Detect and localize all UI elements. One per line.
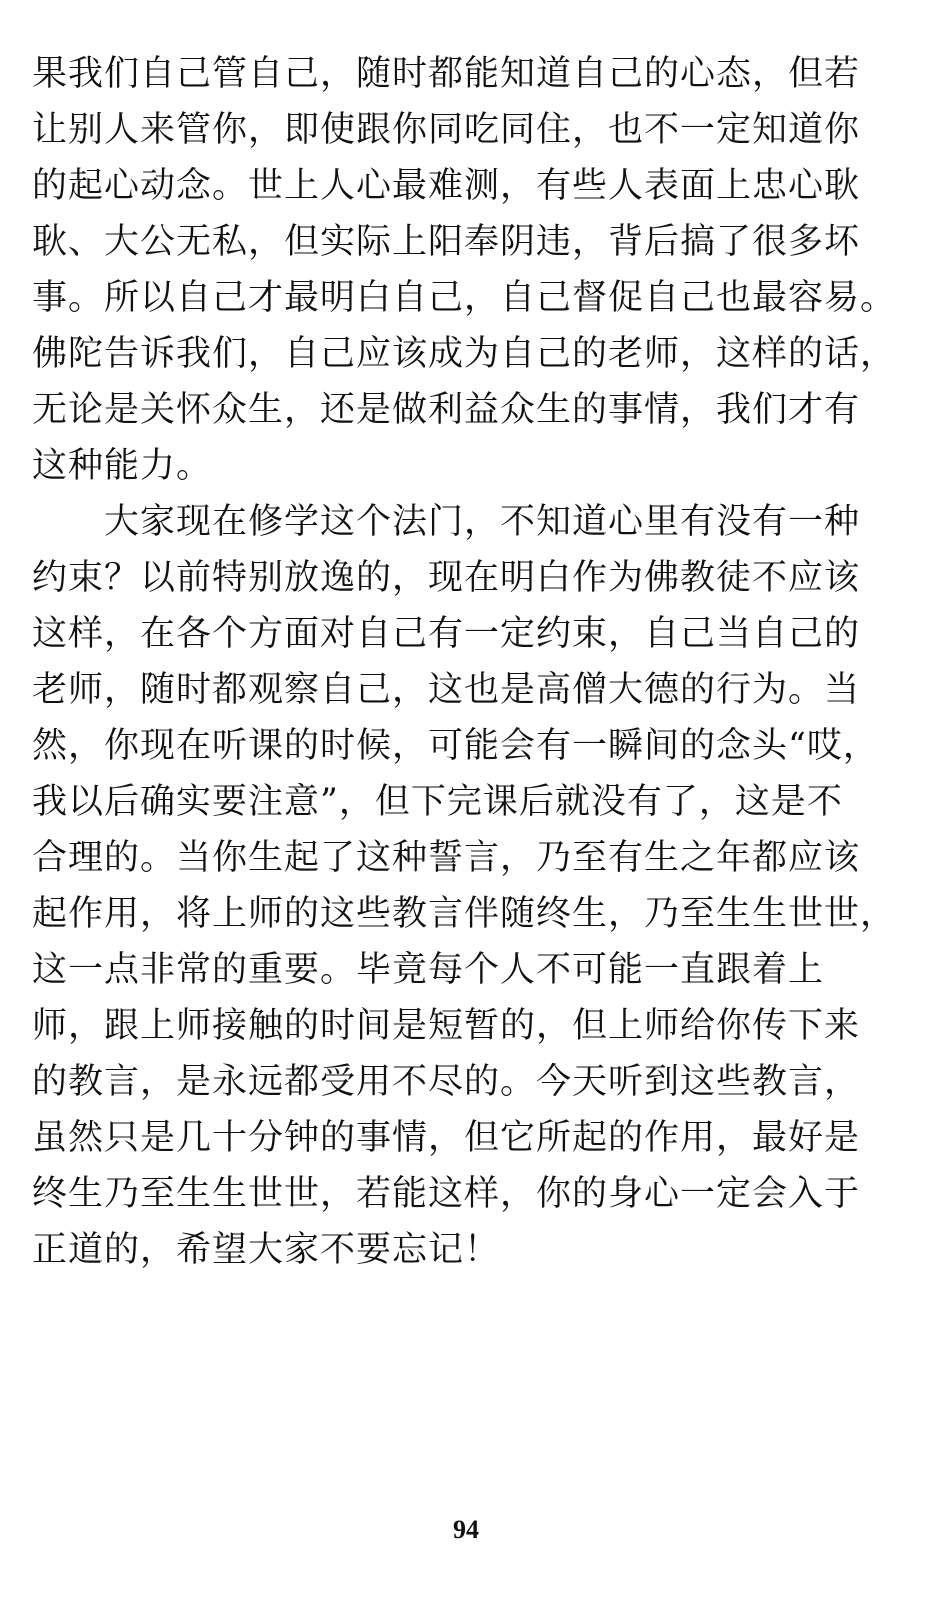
text-line: 师，跟上师接触的时间是短暂的，但上师给你传下来 xyxy=(32,1006,861,1046)
text-line: 果我们自己管自己，随时都能知道自己的心态，但若 xyxy=(32,54,861,94)
text-line: 起作用，将上师的这些教言伴随终生，乃至生生世世， xyxy=(32,894,897,934)
text-line: 的教言，是永远都受用不尽的。今天听到这些教言， xyxy=(32,1062,861,1102)
text-line: 佛陀告诉我们，自己应该成为自己的老师，这样的话， xyxy=(32,334,897,374)
text-line: 大家现在修学这个法门，不知道心里有没有一种 xyxy=(104,502,861,542)
text-line: 这一点非常的重要。毕竟每个人不可能一直跟着上 xyxy=(32,950,825,990)
text-line: 的起心动念。世上人心最难测，有些人表面上忠心耿 xyxy=(32,166,861,206)
page-number: 94 xyxy=(453,1515,479,1544)
paragraph-1 xyxy=(32,46,897,494)
text-line: 然，你现在听课的时候，可能会有一瞬间的念头“哎， xyxy=(32,726,879,766)
body-text xyxy=(32,46,897,1278)
text-line: 我以后确实要注意”，但下完课后就没有了，这是不 xyxy=(32,782,843,822)
text-line: 虽然只是几十分钟的事情，但它所起的作用，最好是 xyxy=(32,1118,861,1158)
text-line: 这样，在各个方面对自己有一定约束，自己当自己的 xyxy=(32,614,861,654)
text-line: 这种能力。 xyxy=(32,446,213,486)
text-line: 老师，随时都观察自己，这也是高僧大德的行为。当 xyxy=(32,670,861,710)
text-line: 约束？以前特别放逸的，现在明白作为佛教徒不应该 xyxy=(32,558,861,598)
text-line: 让别人来管你，即使跟你同吃同住，也不一定知道你 xyxy=(32,110,861,150)
text-line: 耿、大公无私，但实际上阳奉阴违，背后搞了很多坏 xyxy=(32,222,861,262)
text-line: 终生乃至生生世世，若能这样，你的身心一定会入于 xyxy=(32,1174,861,1214)
text-line: 合理的。当你生起了这种誓言，乃至有生之年都应该 xyxy=(32,838,861,878)
paragraph-2 xyxy=(32,494,897,1278)
text-line: 无论是关怀众生，还是做利益众生的事情，我们才有 xyxy=(32,390,861,430)
text-line: 事。所以自己才最明白自己，自己督促自己也最容易。 xyxy=(32,278,897,318)
text-line: 正道的，希望大家不要忘记！ xyxy=(32,1230,501,1270)
